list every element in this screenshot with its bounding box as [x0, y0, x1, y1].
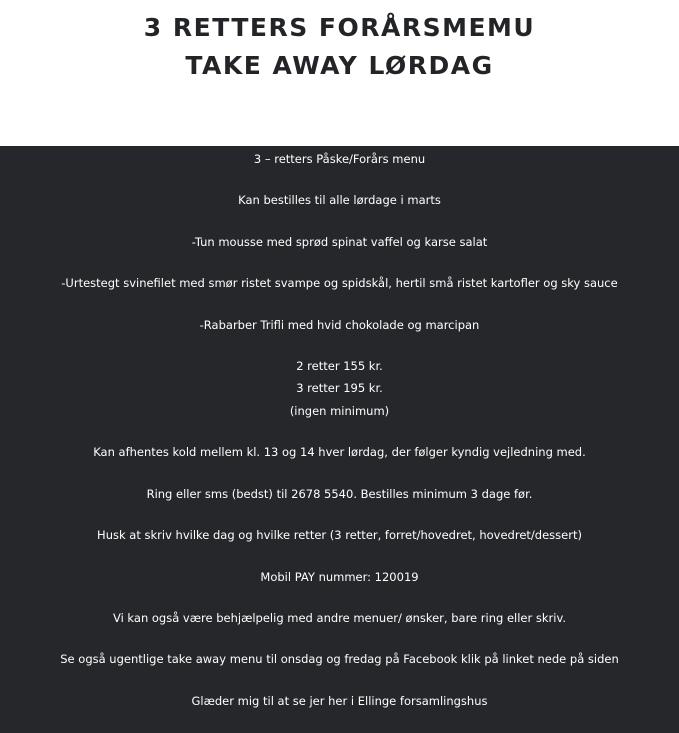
order-instructions: Husk at skriv hvilke dag og hvilke retter (3 retter, forret/hovedret, hovedret/dessert): [97, 528, 582, 542]
price-three-courses: 3 retter 195 kr.: [296, 381, 383, 395]
minimum-note: (ingen minimum): [289, 404, 390, 418]
page-title-line-1: 3 RETTERS FORÅRSMEMU: [143, 13, 536, 42]
main-dish: -Urtestegt svinefilet med smør ristet svampe og spidskål, hertil små ristet kartofler og sky sauce: [61, 276, 618, 290]
menu-content: [0, 146, 679, 733]
facebook-note: Se også ugentlige take away menu til onsdag og fredag på Facebook klik på linket nede på siden: [60, 652, 619, 666]
menu-heading: 3 – retters Påske/Forårs menu: [253, 152, 426, 166]
page-header: [0, 0, 679, 146]
page-title-line-2: TAKE AWAY LØRDAG: [185, 51, 494, 80]
contact-info: Ring eller sms (bedst) til 2678 5540. Bestilles minimum 3 dage før.: [146, 487, 533, 501]
pickup-info: Kan afhentes kold mellem kl. 13 og 14 hver lørdag, der følger kyndig vejledning med.: [93, 445, 586, 459]
order-availability: Kan bestilles til alle lørdage i marts: [238, 193, 441, 207]
mobilepay-number: Mobil PAY nummer: 120019: [260, 570, 419, 584]
dessert-dish: -Rabarber Trifli med hvid chokolade og marcipan: [199, 318, 480, 332]
starter-dish: -Tun mousse med sprød spinat vaffel og karse salat: [191, 235, 488, 249]
price-two-courses: 2 retter 155 kr.: [296, 359, 383, 373]
closing-greeting: Glæder mig til at se jer her i Ellinge forsamlingshus: [191, 694, 488, 708]
other-menus-note: Vi kan også være behjælpelig med andre menuer/ ønsker, bare ring eller skriv.: [112, 611, 567, 625]
